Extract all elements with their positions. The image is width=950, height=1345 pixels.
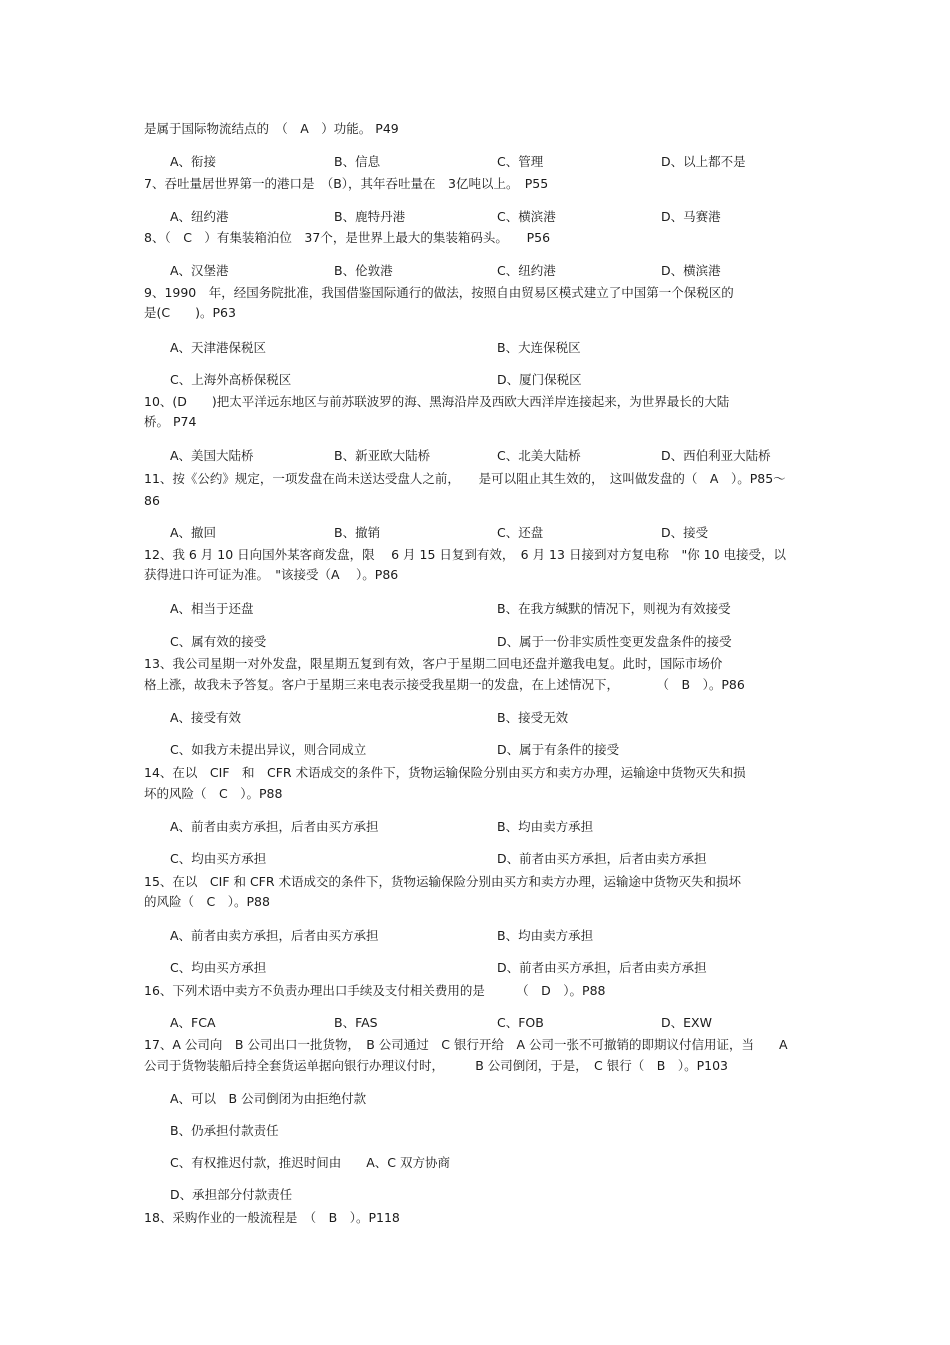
option-c: C、纽约港 (497, 263, 556, 278)
q9-stem-line-1: 9、1990 年，经国务院批准，我国借鉴国际通行的做法，按照自由贸易区模式建立了中国第一个保税区的 (144, 285, 734, 300)
q14-stem-line-1: 14、在以 CIF 和 CFR 术语成交的条件下，货物运输保险分别由买方和卖方办理，运输途中货物灭失和损 (144, 765, 746, 780)
q17-stem-line-1: 17、A 公司向 B 公司出口一批货物， B 公司通过 C 银行开给 A 公司一张不可撤销的即期议付信用证，当 A (144, 1037, 788, 1052)
option-a: A、FCA (170, 1015, 216, 1030)
q9-stem-line-2: 是(C )。P63 (144, 305, 236, 320)
q8-stem-line: 8、（ C ）有集装箱泊位 37个，是世界上最大的集装箱码头。 P56 (144, 230, 551, 245)
q15-stem-line-2: 的风险（ C ）。P88 (144, 894, 270, 909)
option-b: B、新亚欧大陆桥 (334, 448, 431, 463)
option-b: B、伦敦港 (334, 263, 393, 278)
q13-stem-line-1: 13、我公司星期一对外发盘，限星期五复到有效，客户于星期二回电还盘并邀我电复。此时，国际市场价 (144, 656, 723, 671)
option-c: C、北美大陆桥 (497, 448, 581, 463)
option-b: B、均由卖方承担 (497, 819, 594, 834)
option-c: C、有权推迟付款，推迟时间由 A、C 双方协商 (170, 1155, 450, 1170)
q13-stem-line-2: 格上涨，故我未予答复。客户于星期三来电表示接受我星期一的发盘，在上述情况下， （ B ）。P86 (144, 677, 745, 692)
q12-stem-line-2: 获得进口许可证为准。 "该接受（A ）。P86 (144, 567, 399, 582)
option-c: C、上海外高桥保税区 (170, 372, 292, 387)
option-d: D、EXW (661, 1015, 712, 1030)
option-b: B、大连保税区 (497, 340, 581, 355)
option-b: B、撤销 (334, 525, 381, 540)
option-a: A、前者由卖方承担，后者由买方承担 (170, 819, 379, 834)
option-a: A、撤回 (170, 525, 217, 540)
option-d: D、以上都不是 (661, 154, 746, 169)
q16-stem-line: 16、下列术语中卖方不负责办理出口手续及支付相关费用的是 （ D ）。P88 (144, 983, 606, 998)
option-d: D、前者由买方承担，后者由卖方承担 (497, 851, 707, 866)
option-c: C、FOB (497, 1015, 544, 1030)
option-b: B、信息 (334, 154, 381, 169)
q12-stem-line-1: 12、我 6 月 10 日向国外某客商发盘，限 6 月 15 日复到有效， 6 月 13 日接到对方复电称 "你 10 电接受，以 (144, 547, 787, 562)
option-b: B、仍承担付款责任 (170, 1123, 279, 1138)
option-c: C、横滨港 (497, 209, 556, 224)
option-b: B、在我方缄默的情况下，则视为有效接受 (497, 601, 731, 616)
option-a: A、天津港保税区 (170, 340, 267, 355)
option-b: B、接受无效 (497, 710, 569, 725)
q11-stem-line-2: 86 (144, 493, 160, 508)
q18-stem-line: 18、采购作业的一般流程是 （ B ）。P118 (144, 1210, 400, 1225)
option-c: C、管理 (497, 154, 544, 169)
q10-stem-line-1: 10、(D )把太平洋远东地区与前苏联波罗的海、黑海沿岸及西欧大西洋岸连接起来，为世界最长的大陆 (144, 394, 730, 409)
option-a: A、汉堡港 (170, 263, 229, 278)
option-c: C、均由买方承担 (170, 851, 267, 866)
option-d: D、属于有条件的接受 (497, 742, 620, 757)
q7-stem-line: 7、吞吐量居世界第一的港口是 （B），其年吞吐量在 3亿吨以上。 P55 (144, 176, 549, 191)
q6-stem-line: 是属于国际物流结点的 （ A ）功能。 P49 (144, 121, 399, 136)
option-a: A、衔接 (170, 154, 217, 169)
option-d: D、西伯利亚大陆桥 (661, 448, 771, 463)
option-d: D、厦门保税区 (497, 372, 582, 387)
option-a: A、相当于还盘 (170, 601, 254, 616)
option-d: D、横滨港 (661, 263, 721, 278)
option-a: A、可以 B 公司倒闭为由拒绝付款 (170, 1091, 367, 1106)
option-b: B、FAS (334, 1015, 378, 1030)
option-d: D、接受 (661, 525, 709, 540)
option-a: A、前者由卖方承担，后者由买方承担 (170, 928, 379, 943)
q15-stem-line-1: 15、在以 CIF 和 CFR 术语成交的条件下，货物运输保险分别由买方和卖方办理，运输途中货物灭失和损坏 (144, 874, 742, 889)
q14-stem-line-2: 坏的风险（ C ）。P88 (144, 786, 283, 801)
q11-stem-line-1: 11、按《公约》规定，一项发盘在尚未送达受盘人之前， 是可以阻止其生效的， 这叫做发盘的（ A ）。P85～ (144, 471, 786, 486)
option-a: A、接受有效 (170, 710, 242, 725)
option-c: C、如我方未提出异议，则合同成立 (170, 742, 367, 757)
option-d: D、马赛港 (661, 209, 721, 224)
option-c: C、均由买方承担 (170, 960, 267, 975)
option-c: C、还盘 (497, 525, 544, 540)
option-c: C、属有效的接受 (170, 634, 267, 649)
option-d: D、前者由买方承担，后者由卖方承担 (497, 960, 707, 975)
option-d: D、属于一份非实质性变更发盘条件的接受 (497, 634, 732, 649)
q17-stem-line-2: 公司于货物装船后持全套货运单据向银行办理议付时， B 公司倒闭，于是， C 银行（ B ）。P103 (144, 1058, 728, 1073)
option-a: A、美国大陆桥 (170, 448, 254, 463)
q10-stem-line-2: 桥。 P74 (144, 414, 197, 429)
option-d: D、承担部分付款责任 (170, 1187, 293, 1202)
option-a: A、纽约港 (170, 209, 229, 224)
option-b: B、均由卖方承担 (497, 928, 594, 943)
option-b: B、鹿特丹港 (334, 209, 406, 224)
